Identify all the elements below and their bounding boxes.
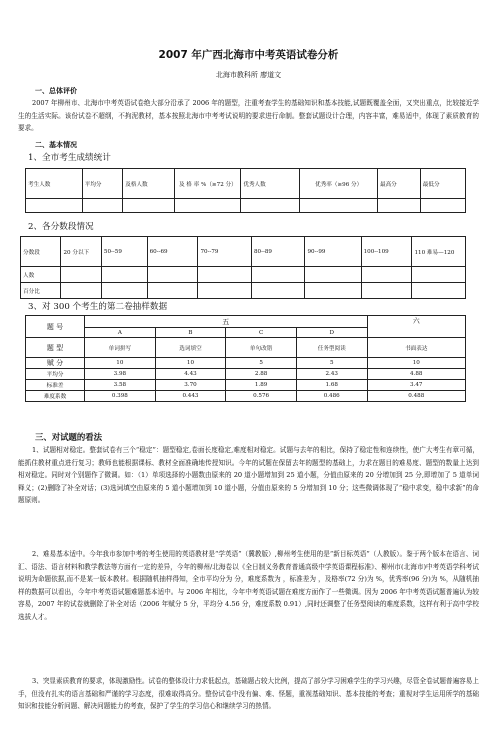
difficulty-value: 0.488	[367, 391, 465, 402]
std-dev-value: 1.68	[296, 380, 367, 391]
points-value: 10	[367, 358, 465, 369]
table-header-cell: 及格人数	[123, 169, 175, 199]
table-header-cell: 90--99	[305, 237, 361, 267]
table-cell	[82, 199, 123, 213]
row-label-average: 平均分	[26, 369, 85, 380]
table-cell	[420, 199, 465, 213]
table-cell	[300, 199, 378, 213]
col-header-section-five: 五	[85, 316, 368, 328]
table-header-cell: 优秀率（≥96 分）	[300, 169, 378, 199]
table-header-cell: 50--59	[101, 237, 147, 267]
table-cell	[241, 199, 300, 213]
sample-data-table	[25, 315, 466, 402]
std-dev-value: 3.70	[155, 380, 226, 391]
col-header-section-six: 六	[367, 316, 465, 338]
points-value: 5	[296, 358, 367, 369]
std-dev-value: 3.47	[367, 380, 465, 391]
table-header-cell: 考生人数	[26, 169, 83, 199]
part-letter: B	[155, 328, 226, 338]
row-label-points: 赋 分	[26, 358, 85, 369]
difficulty-value: 0.398	[85, 391, 156, 402]
std-dev-value: 1.89	[226, 380, 297, 391]
average-value: 4.88	[367, 369, 465, 380]
subheading-score-stats: 1、全市考生成绩统计	[28, 153, 111, 163]
row-label-std-dev: 标准差	[26, 380, 85, 391]
score-stats-table	[25, 168, 466, 213]
part-letter: C	[226, 328, 297, 338]
difficulty-value: 0.486	[296, 391, 367, 402]
question-type: 单句改错	[226, 338, 297, 358]
row-label-percent: 百分比	[21, 283, 61, 299]
std-dev-value: 3.58	[85, 380, 156, 391]
score-bands-table	[20, 236, 466, 299]
part-letter: D	[296, 328, 367, 338]
table-header-cell: 110 难易—120	[412, 237, 466, 267]
points-value: 5	[226, 358, 297, 369]
row-label-count: 人数	[21, 267, 61, 283]
opinion-paragraph-3: 3、突显素质教育的要求，体现激励性。试卷的整体设计力求低起点，基础题占较大比例，提高了部分学习困难学生的学习兴趣，尽管全卷试题普遍容易上手，但没有扎实的语言基础和严谨的学习态度，很难取得高分。整份试卷中没有偏、难、怪题，重视基础知识、基本技能的考查；重视对学生运用所学的基础知识和技能分析问题、解决问题能力的考查，保护了学生的学习信心和继续学习的热情。	[18, 677, 479, 711]
difficulty-value: 0.576	[226, 391, 297, 402]
table-header-cell: 80--89	[251, 237, 305, 267]
average-value: 4.43	[155, 369, 226, 380]
part-letter: A	[85, 328, 156, 338]
opinion-paragraph-1: 1、试题相对稳定。整套试卷有三个“稳定”：题型稳定,卷面长度稳定,难度相对稳定。试题与去年的相比，保持了稳定性和连续性，使广大考生有章可循，能抓住教材重点进行复习；教师也能根据课标、教材全面准确地传授知识。今年的试题在保留去年的题型的基础上，力求在题目的难易度、题型的数量上达到相对稳定。同时对个别题作了微调。如：（1）单项选择的小题数由原来的 20 道小题增加到 25 道小题，分值由原来的 20 分增加到 25 分,即增加了 5 道单词释义；(2)删除了补全对话；(3)选词填空由原来的 5 道小题增加到 10 道小题，分值由原来的 5 分增加到 10 分；这些微调体现了“稳中求变，稳中求新”的命题原则。	[18, 446, 479, 505]
table-header-cell: 平均分	[82, 169, 123, 199]
overall-paragraph: 2007 年柳州市、北海市中考英语试卷绝大部分沿承了 2006 年的题型，注重考查学生的基础知识和基本技能,试题既覆盖全面，又突出重点，比较接近学生的生活实际。该份试卷不超纲，不拘泥教材，基本按照北海市中考考试说明的要求进行命制。整套试题设计合理，内容丰富，难易适中，体现了素质教育的要求。	[18, 99, 479, 133]
table-header-cell: 及 格 率 %（≥72 分）	[175, 169, 241, 199]
table-header-cell: 最高分	[377, 169, 420, 199]
question-type: 任务型阅读	[296, 338, 367, 358]
section-heading-opinions: 三、对试题的看法	[35, 432, 102, 442]
average-value: 2.43	[296, 369, 367, 380]
average-value: 3.98	[85, 369, 156, 380]
document-title: 2007 年广西北海市中考英语试卷分析	[158, 49, 339, 61]
section-heading-basic: 二、基本情况	[35, 141, 77, 149]
table-header-cell: 100--109	[361, 237, 412, 267]
subheading-score-bands: 2、各分数段情况	[28, 222, 94, 232]
table-header-cell: 60--69	[147, 237, 198, 267]
table-cell	[123, 199, 175, 213]
table-header-cell: 20 分以下	[61, 237, 101, 267]
subheading-sample-data: 3、对 300 个考生的第二卷抽样数据	[28, 302, 168, 312]
table-header-cell: 优秀人数	[241, 169, 300, 199]
table-cell	[175, 199, 241, 213]
section-heading-overall: 一、总体评价	[35, 87, 77, 95]
average-value: 2.88	[226, 369, 297, 380]
question-type: 书面表达	[367, 338, 465, 358]
table-header-cell: 最低分	[420, 169, 465, 199]
question-type: 选词填空	[155, 338, 226, 358]
row-label-difficulty: 难度系数	[26, 391, 85, 402]
points-value: 10	[155, 358, 226, 369]
table-header-cell: 分数段	[21, 237, 61, 267]
question-type: 单词拼写	[85, 338, 156, 358]
author-line: 北海市教科所 廖道文	[215, 71, 282, 79]
col-header-number: 题 号	[26, 316, 85, 338]
table-header-cell: 70--79	[198, 237, 252, 267]
row-label-type: 题 型	[26, 338, 85, 358]
table-cell	[26, 199, 83, 213]
opinion-paragraph-2: 2、难易基本适中。今年我市参加中考的考生使用的英语教材是“学英语”（冀教版）,柳州考生使用的是“新目标英语”（人教版）。鉴于两个版本在语言、词汇、语法、语言材料和教学教法等方面有一定的差异，今年的柳州/北海卷以《全日制义务教育普通高级中学英语课程标准》、柳州市(北海市)中考英语学科考试说明为命题依据,而不是某一版本教材。根据随机抽样得知，全市平均分为 分，难度系数为 ，标准差为 ，及格率(72 分)为 %，优秀率(96 分)为 %，从随机抽样的数据可以看出，今年中考英语试题难题基本适中。与 2006 年相比，今年中考英语试题在难度方面作了一些微调。因为 2006 年中考英语试题普遍认为较容易，2007 年的试卷就删除了补全对话（2006 年赋分 5 分，平均分 4.56 分，难度系数 0.91）,同时还调整了任务型阅读的难度系数，这样有利于高中学校选拔人才。	[18, 550, 479, 621]
table-cell	[377, 199, 420, 213]
points-value: 10	[85, 358, 156, 369]
difficulty-value: 0.443	[155, 391, 226, 402]
